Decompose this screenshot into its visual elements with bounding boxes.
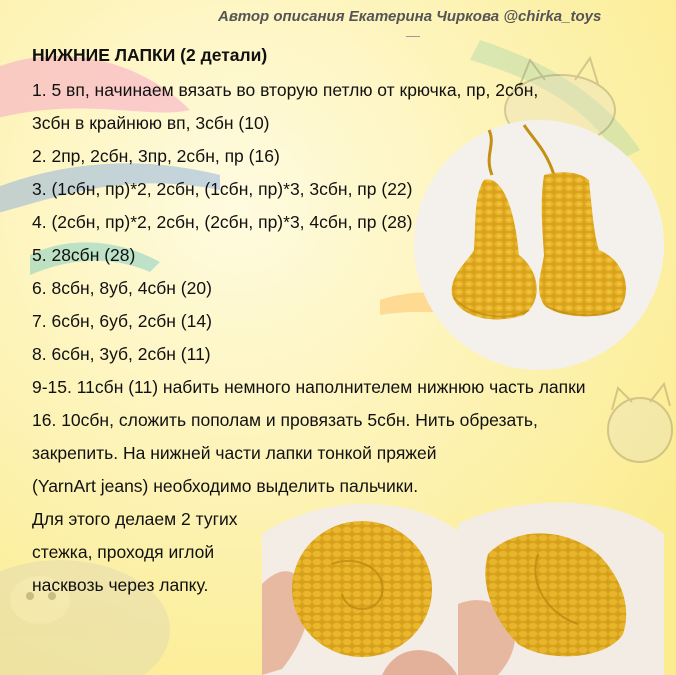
instruction-line: 16. 10сбн, сложить пополам и провязать 5сбн. Нить обрезать,	[32, 410, 538, 430]
photo-foot-sole	[262, 494, 462, 675]
photo-foot-side	[458, 494, 664, 675]
instruction-line: 3сбн в крайнюю вп, 3сбн (10)	[32, 113, 270, 133]
instruction-line: (YarnArt jeans) необходимо выделить пальчики.	[32, 476, 419, 496]
photo-two-feet	[414, 120, 664, 370]
instruction-line: 2. 2пр, 2сбн, 3пр, 2сбн, пр (16)	[32, 146, 280, 166]
instruction-line: 3. (1сбн, пр)*2, 2сбн, (1сбн, пр)*3, 3сбн, пр (22)	[32, 179, 413, 199]
instruction-line: 9-15. 11сбн (11) набить немного наполнителем нижнюю часть лапки	[32, 377, 586, 397]
instruction-line: 4. (2сбн, пр)*2, 2сбн, (2сбн, пр)*3, 4сбн, пр (28)	[32, 212, 413, 232]
section-title: НИЖНИЕ ЛАПКИ (2 детали)	[32, 45, 268, 65]
instruction-line: 1. 5 вп, начинаем вязать во вторую петлю от крючка, пр, 2сбн,	[32, 80, 539, 100]
author-divider	[406, 36, 420, 37]
instruction-line: закрепить. На нижней части лапки тонкой пряжей	[32, 443, 437, 463]
instruction-line: насквозь через лапку.	[32, 575, 209, 595]
instruction-line: Для этого делаем 2 тугих	[32, 509, 238, 529]
instruction-line: 8. 6сбн, 3уб, 2сбн (11)	[32, 344, 211, 364]
instruction-line: 6. 8сбн, 8уб, 4сбн (20)	[32, 278, 212, 298]
instruction-line: 7. 6сбн, 6уб, 2сбн (14)	[32, 311, 212, 331]
author-credit: Автор описания Екатерина Чиркова @chirka_toys	[218, 8, 602, 25]
instruction-line: 5. 28сбн (28)	[32, 245, 136, 265]
instruction-line: стежка, проходя иглой	[32, 542, 215, 562]
